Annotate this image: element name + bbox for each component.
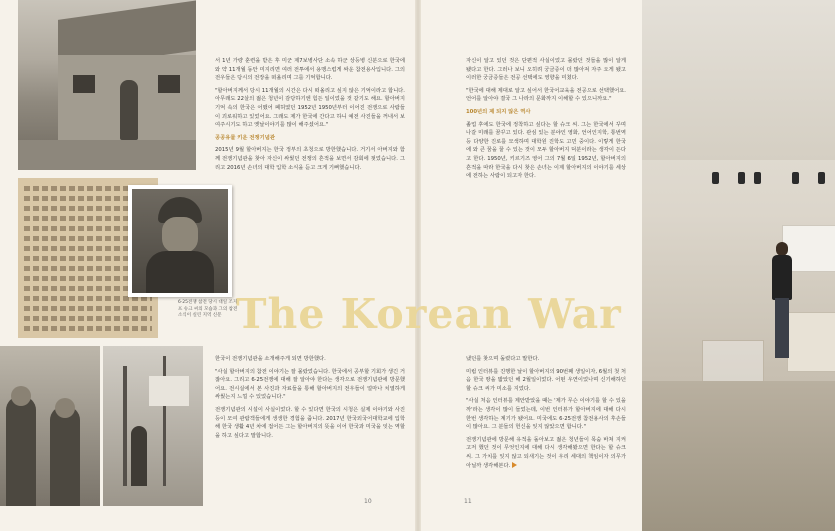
paragraph: 냈던를 찾으며 돌렸다고 말한다.: [466, 356, 540, 362]
paragraph: 한국이 전쟁기념관을 소개해주게 되면 방한했다.: [215, 356, 326, 362]
section-subheading: 100년의 제 되지 않은 역사: [466, 108, 531, 115]
left-article-column-top: [215, 57, 405, 176]
paragraph: 전쟁기념관의 시설이 사실이었다. 할 수 있다면 한국의 시청은 실제 이야기와 사진 등이 모여 관람객들에게 생생한 경험을 줍니다. 2017년 한국외국어대학교에 입학해 한국 생활 4년 차에 접어든 그는 할아버지의 뜻을 이어 한국과 미국을 잇는 역할을 하고 싶다고 말합니다.: [215, 406, 405, 439]
soldiers-group-photo: [0, 346, 100, 506]
book-gutter: [415, 0, 421, 531]
paragraph-closing: 전쟁기념관에 방문해 유적을 돌아보고 젊은 청년들이 목숨 바쳐 지켜고저 했던 것이 무엇인지에 대해 다시 생각해봤으면 한다는 할 슈크 씨. 그 가치를 잊지 않고 되새기는 것이 우리 세대의 책임이자 의무가 아닐까 생각해본다.: [466, 436, 626, 469]
paragraph: "사실 할아버지의 참전 이야기는 잘 몰랐었습니다. 한국에서 공부할 기회가 생긴 거잖아요. 그리고 6·25전쟁에 대해 잘 알아야 한다는 생각으로 전쟁기념관에 방문했어요. 전시실에서 본 사진과 자료들을 통해 할아버지의 전우들이 얼마나 치열하게 싸웠는지 느낄 수 있었습니다.": [215, 368, 405, 401]
museum-exhibit-photo: [642, 0, 835, 531]
paragraph: 2015년 9월 할아버지는 한국 정부의 초청으로 방한했습니다. 거기서 아버지와 함께 전쟁기념관을 찾아 자신이 싸웠던 전쟁의 흔적을 보면서 감회에 젖었습니다. 그리고 2016년 손녀의 대학 입학 소식을 듣고 크게 기뻐했습니다.: [215, 147, 405, 171]
soldier-portrait-photo: [128, 185, 232, 297]
paragraph: 자신이 알고 있던 것은 단편적 사실이었고 몰랐던 것들을 많이 알게 됐다고 한다. 그러나 보니 오히려 궁금증이 더 많아져 자주 오게 됐고 이러한 궁금증들은 전공 선택에도 영향을 미쳤다.: [466, 58, 626, 82]
spread-title: The Korean War: [236, 290, 622, 338]
page-number-left: 10: [364, 498, 372, 505]
section-subheading: 공공유물 키운 전쟁기념관: [215, 134, 275, 141]
paragraph: "사실 처음 인터뷰를 제안받았을 때는 '제가 무슨 이야기를 할 수 있을까'라는 생각이 많이 들었는데, 이번 인터뷰가 할아버지에 대해 다시 한번 생각하는 계기가 됐어요. 미국에도 6·25전쟁 참전용사의 후손들이 많아요. 그 분들의 헌신을 잊지 않았으면 합니다.": [466, 398, 626, 431]
paragraph: 졸업 후에도 한국에 정착하고 싶다는 할 슈크 씨. 그는 한국에서 꾸며 나갈 미래를 꿈꾸고 있다. 관심 있는 분야인 영화, 언어인지학, 통번역 등 다양한 진로를 모색하며 대학원 진학도 고민 중이다. 이렇게 한국에 와 큰 꿈을 꿀 수 있는 것이 모두 할아버지 덕분이라는 생각이 든다고 한다. 1950년, 키르기즈 영어 그의 7월 6일 1952년, 할아버지의 흔적을 따라 한국을 다시 찾은 손녀는 이제 할아버지의 이야기를 세상에 전하는 사람이 되고자 한다.: [466, 121, 626, 180]
right-article-column-bottom: [466, 355, 626, 474]
left-article-column-bottom: [215, 355, 405, 444]
paragraph: 서 1년 가량 훈련을 받은 후 미군 제7보병사단 소속 하군 상등병 신분으로 한국에 와 약 11개월 동안 미지리면 여러 전투에서 용맹스럽게 싸운 참전용사입니다. 그의 전우들은 당시의 전장을 떠올리며 그를 기억합니다.: [215, 58, 405, 82]
paragraph: 미립 인터뷰를 진행한 날이 할아버지의 90번째 생일이자, 6월의 첫 처음 한국 땅을 밟았던 해 2월일이었다. 어떤 우연이었나며 신기해하던 할 슈크 씨가 미소를 지었다.: [466, 368, 626, 392]
barracks-photo: [18, 0, 196, 170]
visitor-figure: [770, 242, 794, 362]
field-camp-photo: [103, 346, 203, 506]
paragraph: "할아버지께서 당시 11개월의 시간은 다시 떠올리고 싶지 않은 기억이라고 합니다. 아무래도 22살의 젊은 청년이 감당하기엔 힘든 일이었을 것 같기도 해요. 할아버지 기억 속의 한국은 어땠어 폐허였던 1952년 1950년부터 이어진 전쟁으로 사람들이 괴로워하고 있었어요. 그래도 제가 한국에 간다고 하니 예전 사진들을 꺼내서 보여주시기도 하고 옛날이야기를 많이 해주셨어요.": [215, 87, 405, 129]
right-article-column-top: [466, 57, 626, 185]
end-arrow-icon: [512, 462, 517, 468]
photo-caption: 6·25전쟁 참전 당시 대일 조지프 슈크 씨의 모습과 그의 참전 소식이 실린 지역 신문: [178, 300, 238, 318]
paragraph: "한국에 대해 제대로 알고 싶어서 한국어교육을 전공으로 선택했어요. 언어를 알아야 결국 그 나라의 문화까지 이해할 수 있으니까요.": [466, 87, 626, 103]
page-number-right: 11: [464, 498, 472, 505]
